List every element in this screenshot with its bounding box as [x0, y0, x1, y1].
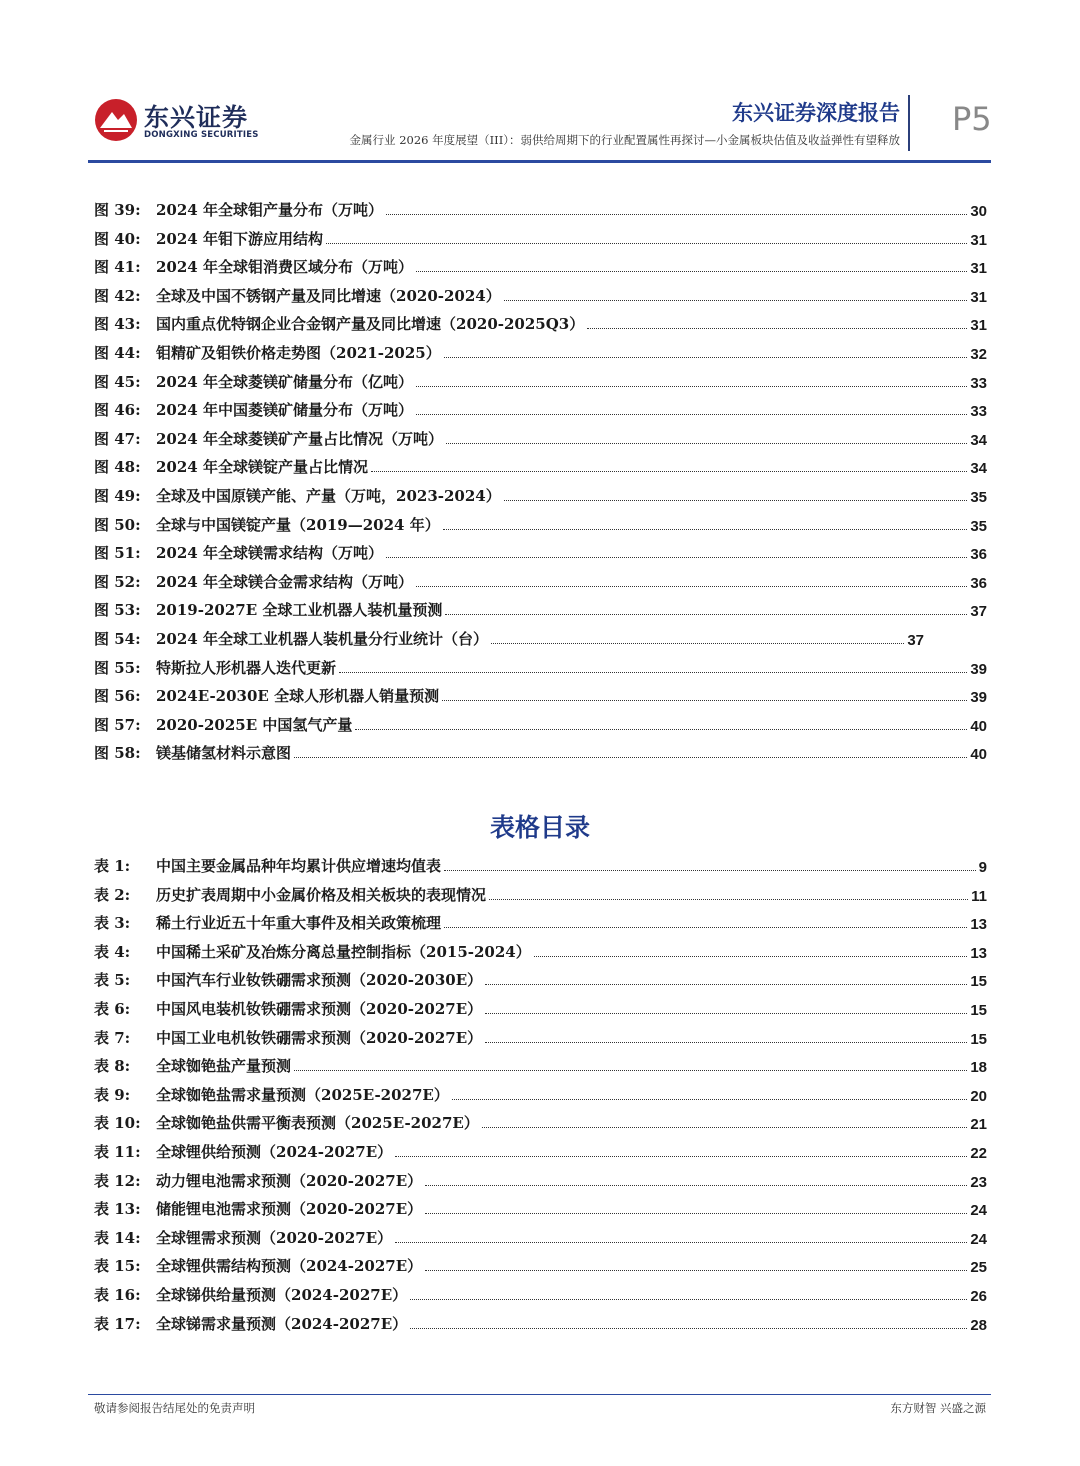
table-page-number: 15 — [970, 973, 987, 991]
table-toc-entry[interactable] — [94, 1024, 987, 1048]
dot-leader — [444, 927, 967, 928]
dot-leader — [294, 757, 967, 758]
figure-page-number: 40 — [970, 746, 987, 764]
figure-toc-entry[interactable] — [94, 711, 987, 735]
dot-leader — [482, 1127, 967, 1128]
dot-leader — [371, 471, 967, 472]
figure-page-number: 40 — [970, 717, 987, 735]
figure-number: 图 51: — [94, 544, 141, 563]
figure-number: 图 41: — [94, 258, 141, 277]
dot-leader — [504, 300, 968, 301]
dot-leader — [410, 1299, 967, 1300]
dot-leader — [395, 1242, 967, 1243]
dot-leader — [416, 414, 967, 415]
table-toc-entry[interactable] — [94, 1195, 987, 1219]
figure-title: 2024 年全球镁合金需求结构（万吨） — [156, 572, 413, 591]
table-toc-entry[interactable] — [94, 1224, 987, 1248]
table-title: 中国汽车行业钕铁硼需求预测（2020-2030E） — [156, 971, 483, 990]
header-divider — [908, 95, 910, 151]
figure-page-number: 37 — [970, 603, 987, 621]
table-title: 全球铷铯盐产量预测 — [156, 1057, 292, 1076]
figure-page-number: 34 — [970, 431, 987, 449]
table-page-number: 15 — [970, 1002, 987, 1019]
figure-title: 镁基储氢材料示意图 — [156, 744, 292, 763]
table-number: 表 3: — [94, 914, 131, 933]
figure-page-number: 33 — [970, 403, 987, 421]
figure-title: 2024 年钼下游应用结构 — [156, 229, 323, 248]
figure-toc-entry[interactable] — [94, 625, 924, 649]
table-toc-entry[interactable] — [94, 995, 987, 1019]
figure-title: 2020-2025E 中国氢气产量 — [156, 715, 353, 734]
table-toc-entry[interactable] — [94, 1310, 987, 1334]
dot-leader — [534, 956, 968, 957]
table-title: 全球铷铯盐需求量预测（2025E-2027E） — [156, 1085, 449, 1104]
table-title: 稀土行业近五十年重大事件及相关政策梳理 — [156, 914, 442, 933]
dot-leader — [416, 271, 967, 272]
dot-leader — [485, 1042, 967, 1043]
table-title: 全球锂供给预测（2024-2027E） — [156, 1143, 393, 1161]
dot-leader — [416, 386, 967, 387]
figure-title: 2024 年全球菱镁矿产量占比情况（万吨） — [156, 429, 443, 448]
figure-page-number: 31 — [970, 288, 987, 306]
table-toc-entry[interactable] — [94, 1167, 987, 1191]
table-toc-entry[interactable] — [94, 1052, 987, 1076]
logo-company-en: DONGXING SECURITIES — [144, 130, 259, 140]
table-number: 表 17: — [94, 1314, 141, 1333]
table-page-number: 24 — [970, 1202, 987, 1220]
figure-page-number: 39 — [970, 660, 987, 678]
figure-page-number: 31 — [970, 260, 987, 278]
figure-toc-entry[interactable] — [94, 282, 987, 306]
figure-title: 全球与中国镁锭产量（2019—2024 年） — [156, 515, 440, 534]
table-title: 历史扩表周期中小金属价格及相关板块的表现情况 — [156, 885, 487, 904]
table-page-number: 23 — [970, 1173, 987, 1191]
table-number: 表 13: — [94, 1200, 141, 1219]
table-title: 全球锂需求预测（2020-2027E） — [156, 1228, 393, 1247]
figure-title: 全球及中国不锈钢产量及同比增速（2020-2024） — [156, 286, 501, 305]
figure-title: 2024 年全球钼产量分布（万吨） — [156, 201, 383, 219]
table-title: 中国风电装机钕铁硼需求预测（2020-2027E） — [156, 1000, 483, 1018]
dot-leader — [445, 614, 967, 615]
table-number: 表 11: — [94, 1143, 141, 1161]
figure-title: 2024 年全球工业机器人装机量分行业统计（台） — [156, 630, 488, 648]
page-header — [0, 0, 1080, 170]
table-title: 全球锑供给量预测（2024-2027E） — [156, 1286, 408, 1304]
figure-toc-entry[interactable] — [94, 310, 987, 334]
table-number: 表 4: — [94, 942, 131, 961]
table-title: 储能锂电池需求预测（2020-2027E） — [156, 1200, 423, 1219]
figure-number: 图 43: — [94, 315, 141, 334]
figure-toc-entry[interactable] — [94, 425, 987, 449]
figure-number: 图 44: — [94, 344, 141, 362]
figure-toc-entry[interactable] — [94, 539, 987, 563]
dot-leader — [444, 357, 968, 358]
dot-leader — [386, 214, 967, 215]
table-toc-entry[interactable] — [94, 1138, 987, 1162]
figure-title: 特斯拉人形机器人迭代更新 — [156, 658, 337, 677]
dot-leader — [444, 870, 976, 871]
table-number: 表 9: — [94, 1085, 131, 1104]
figure-toc-entry[interactable] — [94, 396, 987, 420]
figure-title: 2024 年全球菱镁矿储量分布（亿吨） — [156, 372, 413, 391]
figure-toc-entry[interactable] — [94, 596, 987, 620]
figure-number: 图 54: — [94, 630, 141, 648]
table-toc-entry[interactable] — [94, 909, 987, 933]
table-page-number: 28 — [970, 1316, 987, 1334]
table-number: 表 1: — [94, 857, 131, 875]
figure-number: 图 42: — [94, 286, 141, 305]
table-page-number: 26 — [970, 1288, 987, 1305]
logo-company-cn: 东兴证券 — [144, 103, 249, 132]
figure-page-number: 36 — [970, 574, 987, 592]
table-number: 表 5: — [94, 971, 131, 990]
dot-leader — [410, 1328, 967, 1329]
figure-number: 图 58: — [94, 744, 141, 763]
table-title: 全球铷铯盐供需平衡表预测（2025E-2027E） — [156, 1114, 479, 1133]
footer-disclaimer: 敬请参阅报告结尾处的免责声明 — [94, 1401, 255, 1415]
figure-toc-entry[interactable] — [94, 654, 987, 678]
page-number: P5 — [952, 100, 992, 138]
table-page-number: 25 — [970, 1259, 987, 1277]
table-toc-entry[interactable] — [94, 1252, 987, 1276]
table-page-number: 24 — [970, 1230, 987, 1248]
table-page-number: 13 — [970, 944, 987, 962]
table-title: 中国主要金属品种年均累计供应增速均值表 — [156, 857, 442, 875]
header-rule — [88, 160, 991, 163]
figure-number: 图 39: — [94, 201, 141, 219]
dot-leader — [442, 700, 967, 701]
figure-toc-entry[interactable] — [94, 225, 987, 249]
dot-leader — [386, 557, 967, 558]
dot-leader — [416, 586, 967, 587]
dot-leader — [491, 643, 904, 644]
dot-leader — [339, 672, 967, 673]
figure-number: 图 56: — [94, 687, 141, 706]
table-page-number: 20 — [970, 1087, 987, 1105]
dot-leader — [587, 328, 967, 329]
figure-number: 图 47: — [94, 429, 141, 448]
footer-rule — [88, 1394, 991, 1395]
figure-number: 图 49: — [94, 487, 141, 505]
dot-leader — [485, 1013, 967, 1014]
company-logo — [94, 98, 264, 146]
table-number: 表 8: — [94, 1057, 131, 1076]
dot-leader — [294, 1070, 967, 1071]
dot-leader — [446, 443, 967, 444]
figure-page-number: 32 — [970, 346, 987, 363]
figure-page-number: 30 — [970, 203, 987, 220]
table-number: 表 16: — [94, 1286, 141, 1304]
table-title: 中国稀土采矿及冶炼分离总量控制指标（2015-2024） — [156, 942, 531, 961]
figure-title: 2024 年全球镁锭产量占比情况 — [156, 458, 368, 477]
figure-page-number: 39 — [970, 689, 987, 707]
figure-number: 图 50: — [94, 515, 141, 534]
table-number: 表 10: — [94, 1114, 141, 1133]
figure-toc-entry[interactable] — [94, 339, 987, 363]
table-number: 表 6: — [94, 1000, 131, 1018]
figure-toc-entry[interactable] — [94, 482, 987, 506]
table-number: 表 7: — [94, 1028, 131, 1047]
table-title: 中国工业电机钕铁硼需求预测（2020-2027E） — [156, 1028, 483, 1047]
figure-toc-entry[interactable] — [94, 453, 987, 477]
table-title: 全球锑需求量预测（2024-2027E） — [156, 1314, 408, 1333]
figure-toc-entry[interactable] — [94, 739, 987, 763]
dot-leader — [425, 1185, 967, 1186]
figure-number: 图 46: — [94, 401, 141, 420]
dot-leader — [355, 729, 967, 730]
figure-page-number: 35 — [970, 489, 987, 506]
figure-number: 图 45: — [94, 372, 141, 391]
figure-toc-entry[interactable] — [94, 368, 987, 392]
figure-number: 图 57: — [94, 715, 141, 734]
dot-leader — [489, 899, 968, 900]
dot-leader — [425, 1213, 967, 1214]
figure-page-number: 34 — [970, 460, 987, 478]
tables-section-title: 表格目录 — [489, 813, 590, 842]
table-page-number: 9 — [978, 859, 987, 876]
table-number: 表 14: — [94, 1228, 141, 1247]
table-toc-entry[interactable] — [94, 966, 987, 990]
table-number: 表 15: — [94, 1257, 141, 1276]
dot-leader — [485, 984, 967, 985]
table-toc-entry[interactable] — [94, 852, 987, 876]
table-toc-entry[interactable] — [94, 938, 987, 962]
table-page-number: 22 — [970, 1145, 987, 1162]
figure-title: 2019-2027E 全球工业机器人装机量预测 — [156, 601, 443, 620]
footer-slogan: 东方财智 兴盛之源 — [890, 1401, 986, 1415]
figure-toc-entry[interactable] — [94, 511, 987, 535]
table-title: 动力锂电池需求预测（2020-2027E） — [156, 1171, 423, 1190]
figure-page-number: 31 — [970, 317, 987, 335]
figure-page-number: 35 — [970, 517, 987, 535]
figure-number: 图 40: — [94, 229, 141, 248]
table-page-number: 15 — [970, 1030, 987, 1048]
figure-title: 钼精矿及钼铁价格走势图（2021-2025） — [156, 344, 441, 362]
table-page-number: 21 — [970, 1116, 987, 1134]
figure-page-number: 31 — [970, 231, 987, 249]
figure-number: 图 48: — [94, 458, 141, 477]
report-type: 东兴证券深度报告 — [732, 101, 900, 125]
table-toc-entry[interactable] — [94, 1281, 987, 1305]
table-page-number: 11 — [971, 887, 987, 905]
table-toc-entry[interactable] — [94, 1081, 987, 1105]
figure-title: 2024 年中国菱镁矿储量分布（万吨） — [156, 401, 413, 420]
figure-page-number: 36 — [970, 546, 987, 564]
dot-leader — [504, 500, 968, 501]
figure-page-number: 37 — [907, 632, 924, 649]
figure-number: 图 55: — [94, 658, 141, 677]
logo-mark-icon — [94, 98, 138, 142]
figure-number: 图 53: — [94, 601, 141, 620]
dot-leader — [395, 1156, 967, 1157]
figure-toc-entry[interactable] — [94, 253, 987, 277]
figure-title: 2024 年全球镁需求结构（万吨） — [156, 544, 383, 563]
figure-title: 2024E-2030E 全球人形机器人销量预测 — [156, 687, 440, 706]
figure-page-number: 33 — [970, 374, 987, 392]
table-title: 全球锂供需结构预测（2024-2027E） — [156, 1257, 423, 1276]
table-page-number: 13 — [970, 916, 987, 934]
figure-toc-entry[interactable] — [94, 682, 987, 706]
table-toc-entry[interactable] — [94, 1109, 987, 1133]
dot-leader — [326, 243, 967, 244]
dot-leader — [425, 1270, 967, 1271]
report-subtitle: 金属行业 2026 年度展望（III）：弱供给周期下的行业配置属性再探讨—小金属板块估值及收益弹性有望释放 — [349, 133, 900, 147]
table-number: 表 2: — [94, 885, 131, 904]
figure-title: 2024 年全球钼消费区域分布（万吨） — [156, 258, 413, 277]
figure-number: 图 52: — [94, 572, 141, 591]
figure-toc-entry[interactable] — [94, 568, 987, 592]
figure-title: 国内重点优特钢企业合金钢产量及同比增速（2020-2025Q3） — [156, 315, 585, 334]
dot-leader — [452, 1099, 967, 1100]
table-number: 表 12: — [94, 1171, 141, 1190]
table-toc-entry[interactable] — [94, 881, 987, 905]
figure-title: 全球及中国原镁产能、产量（万吨，2023-2024） — [156, 487, 501, 505]
figure-toc-entry[interactable] — [94, 196, 987, 220]
table-page-number: 18 — [970, 1059, 987, 1077]
dot-leader — [443, 529, 968, 530]
